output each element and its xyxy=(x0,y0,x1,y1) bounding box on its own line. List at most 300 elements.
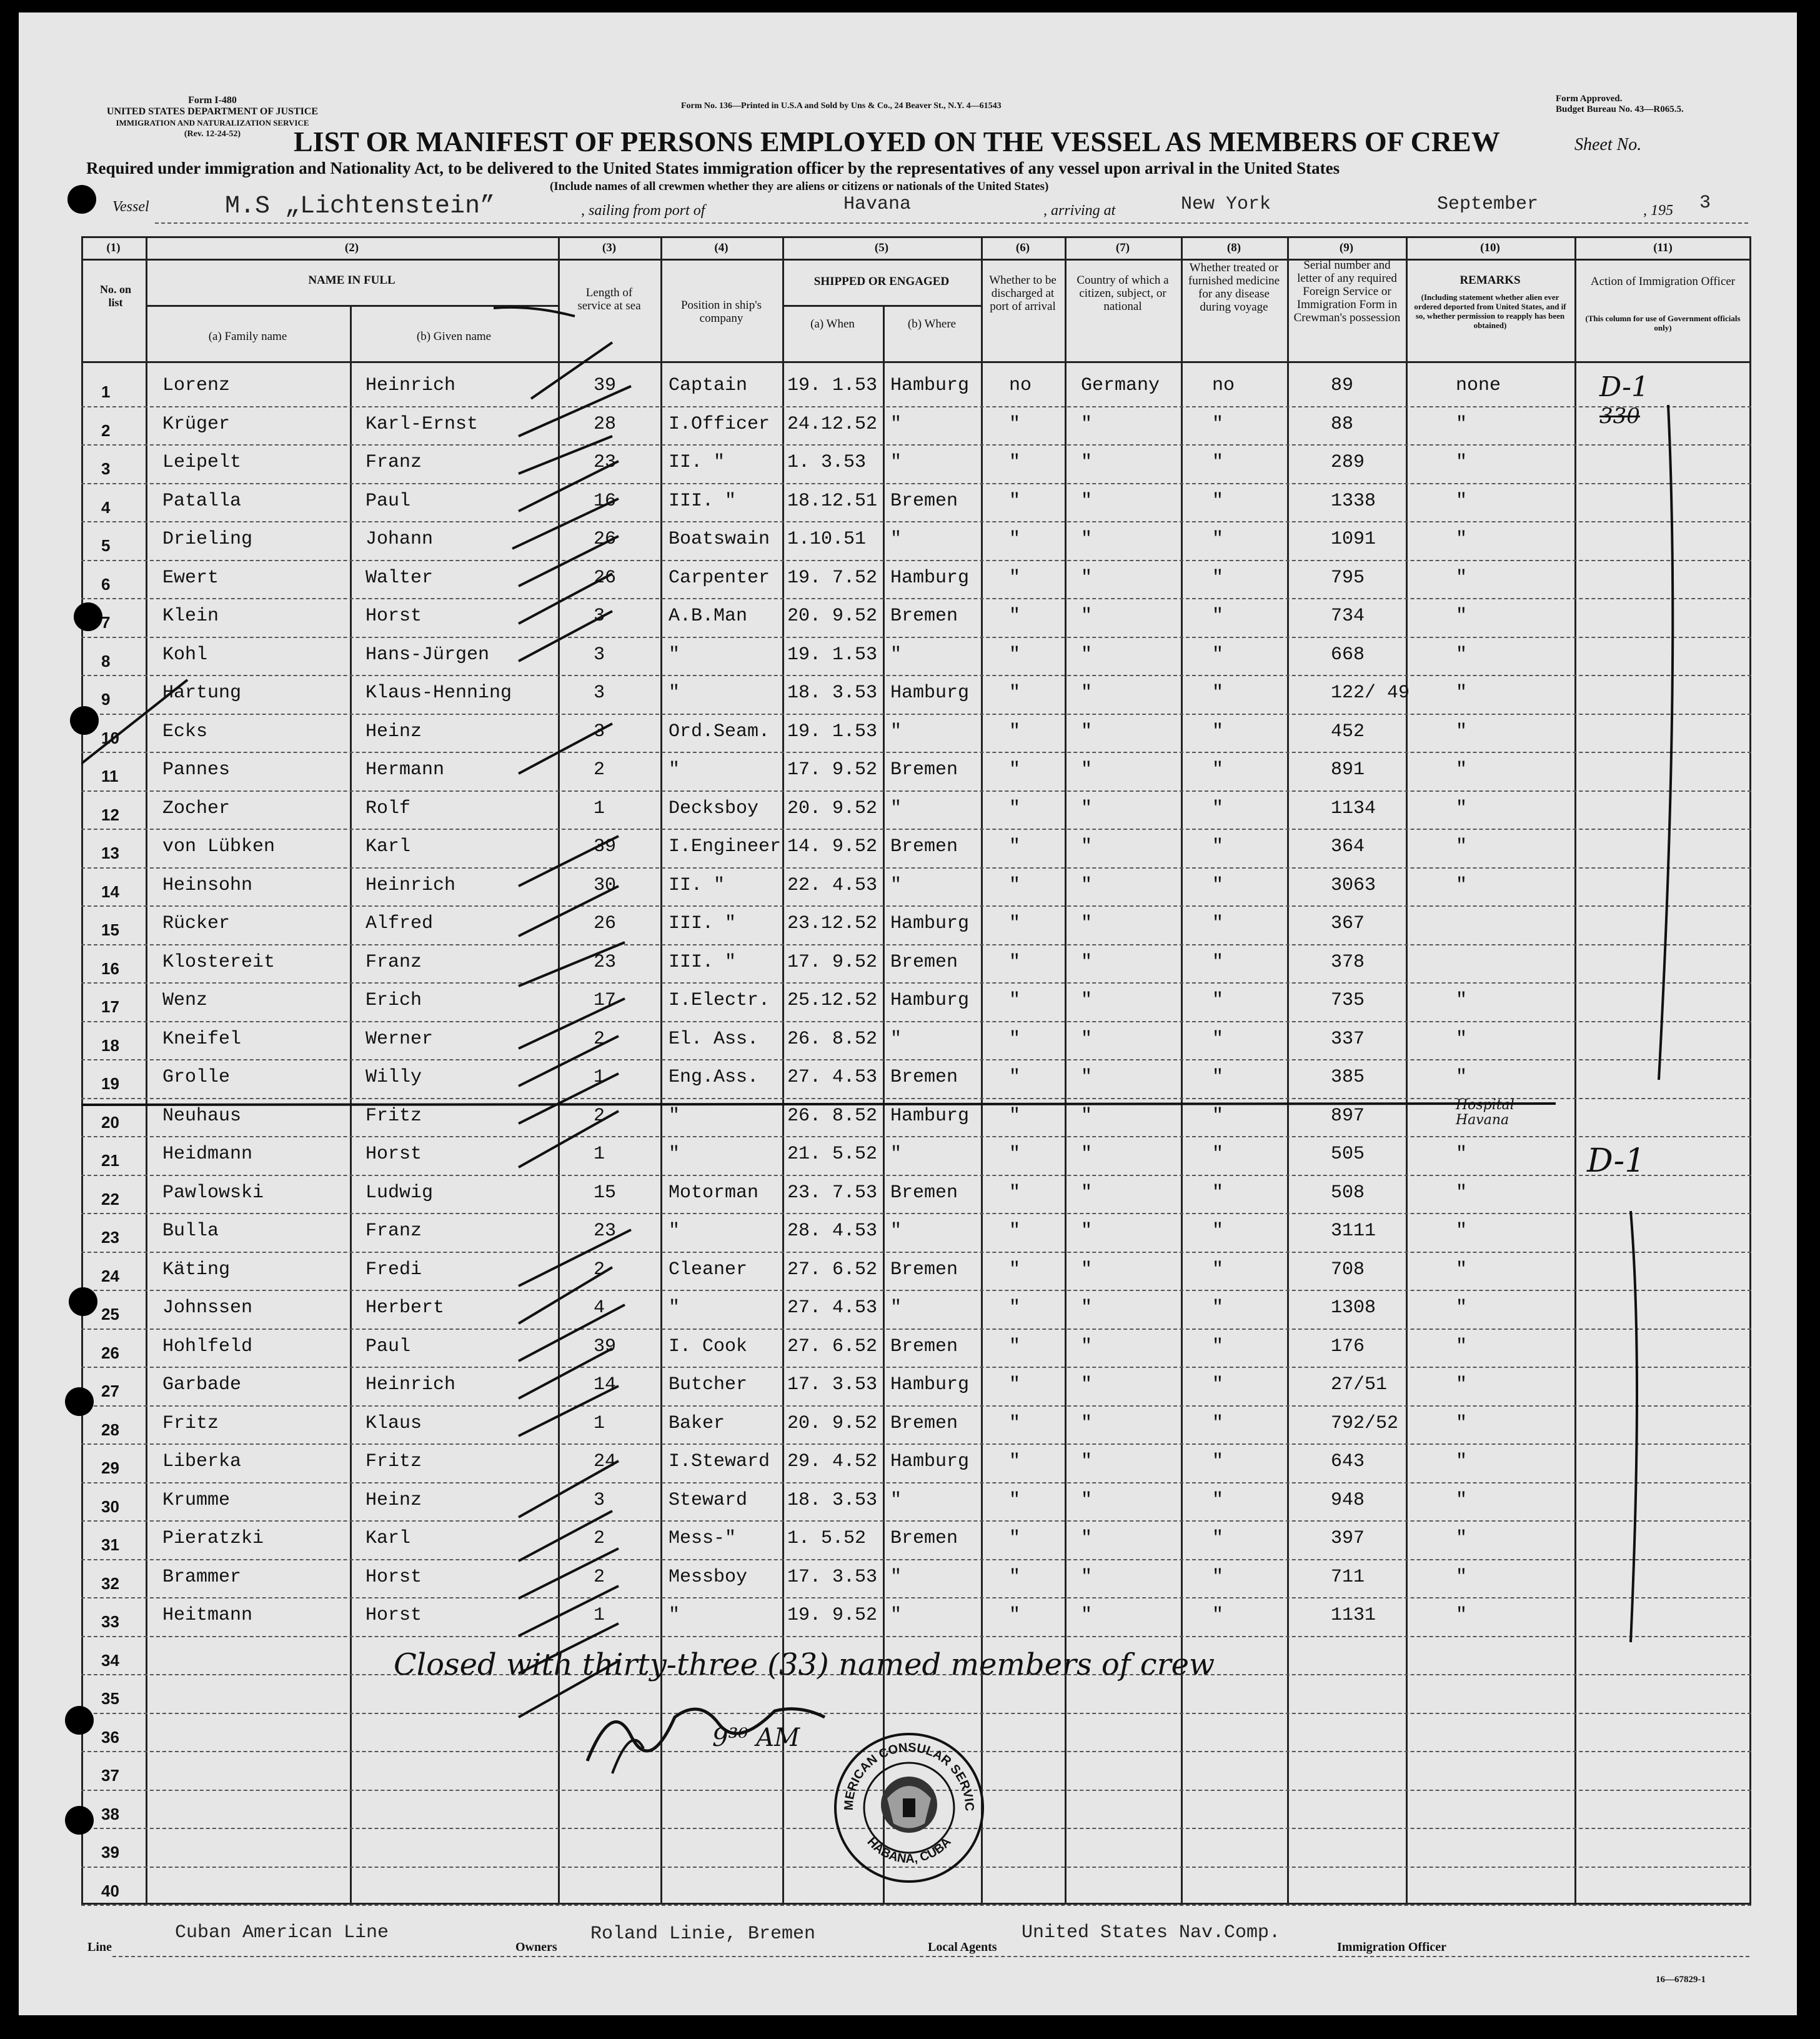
serial-number: 508 xyxy=(1331,1182,1365,1204)
country: " xyxy=(1081,529,1093,550)
remarks: " xyxy=(1456,529,1468,550)
shipped-when: 23.12.52 xyxy=(787,913,878,934)
shipped-when: 27. 6.52 xyxy=(787,1259,878,1280)
serial-number: 378 xyxy=(1331,951,1365,973)
country: " xyxy=(1081,759,1093,780)
medicine-flag: " xyxy=(1212,913,1224,934)
shipped-where: " xyxy=(890,1605,902,1626)
row-number: 22 xyxy=(101,1189,119,1209)
discharge-flag: " xyxy=(1009,1182,1021,1204)
discharge-flag: " xyxy=(1009,1451,1021,1472)
position: I.Electr. xyxy=(669,990,770,1011)
medicine-flag: " xyxy=(1212,1451,1224,1472)
row-number: 8 xyxy=(101,651,111,671)
length-of-service: 24 xyxy=(594,1451,617,1472)
family-name: Heidmann xyxy=(162,1144,253,1165)
tick-marks xyxy=(81,307,1673,1717)
shipped-when: 17. 9.52 xyxy=(787,951,878,973)
row-number: 25 xyxy=(101,1305,119,1324)
remarks: " xyxy=(1456,1220,1468,1242)
country: Germany xyxy=(1081,375,1160,396)
shipped-when: 19. 1.53 xyxy=(787,375,878,396)
tick-mark xyxy=(519,574,612,624)
medicine-flag: " xyxy=(1212,1105,1224,1127)
row-number: 2 xyxy=(101,421,111,440)
col2a-header: (a) Family name xyxy=(208,330,287,343)
medicine-flag: " xyxy=(1212,1067,1224,1088)
remarks: " xyxy=(1456,682,1468,704)
country: " xyxy=(1081,1489,1093,1511)
tick-mark xyxy=(519,886,619,936)
remarks: " xyxy=(1456,1489,1468,1511)
given-name: Karl-Ernst xyxy=(365,413,479,435)
medicine-flag: no xyxy=(1212,375,1235,396)
col5-header: SHIPPED OR ENGAGED xyxy=(813,275,950,288)
remarks: " xyxy=(1456,836,1468,857)
year-prefix: , 195 xyxy=(1643,202,1673,219)
position: III. " xyxy=(669,913,737,934)
country: " xyxy=(1081,836,1093,857)
position: " xyxy=(669,1297,680,1319)
serial-number: 643 xyxy=(1331,1451,1365,1472)
line-name: Cuban American Line xyxy=(175,1922,389,1943)
country: " xyxy=(1081,1182,1093,1204)
row-number: 34 xyxy=(101,1650,119,1670)
remarks: " xyxy=(1456,1335,1468,1357)
col10-note: (Including statement whether alien ever ordered deported from United States, and if so, whether permission to reapply has been obtained) xyxy=(1414,292,1566,330)
serial-number: 897 xyxy=(1331,1105,1365,1127)
row-number: 29 xyxy=(101,1458,119,1477)
serial-number: 88 xyxy=(1331,413,1354,435)
shipped-when: 1.10.51 xyxy=(787,529,867,550)
given-name: Karl xyxy=(365,836,411,857)
form-number: Form I-480 xyxy=(188,95,237,106)
shipped-when: 17. 9.52 xyxy=(787,759,878,780)
country: " xyxy=(1081,797,1093,819)
punch-hole xyxy=(69,1287,97,1316)
page-title: LIST OR MANIFEST OF PERSONS EMPLOYED ON THE VESSEL AS MEMBERS OF CREW xyxy=(294,126,1500,157)
length-of-service: 2 xyxy=(594,1028,605,1050)
row-number: 40 xyxy=(101,1881,119,1900)
shipped-when: 19. 1.53 xyxy=(787,644,878,666)
row-number: 6 xyxy=(101,574,111,594)
tick-mark xyxy=(519,1511,612,1561)
length-of-service: 26 xyxy=(594,913,617,934)
arrival-month: September xyxy=(1437,194,1539,215)
row-number: 35 xyxy=(101,1689,119,1708)
col4-number: (4) xyxy=(714,241,728,254)
tick-mark xyxy=(519,611,612,661)
row-number: 14 xyxy=(101,882,119,901)
medicine-flag: " xyxy=(1212,990,1224,1011)
given-name: Fredi xyxy=(365,1259,422,1280)
shipped-when: 1. 3.53 xyxy=(787,452,867,473)
remarks: " xyxy=(1456,644,1468,666)
given-name: Horst xyxy=(365,606,422,627)
budget-bureau: Budget Bureau No. 43—R065.5. xyxy=(1556,104,1684,114)
length-of-service: 3 xyxy=(594,720,605,742)
col5-number: (5) xyxy=(874,241,889,254)
shipped-when: 18. 3.53 xyxy=(787,1489,878,1511)
remarks: " xyxy=(1456,1412,1468,1434)
length-of-service: 3 xyxy=(594,606,605,627)
shipped-where: Bremen xyxy=(890,1528,958,1549)
footer-rule xyxy=(112,1956,1749,1957)
shipped-where: " xyxy=(890,1489,902,1511)
family-name: Liberka xyxy=(162,1451,242,1472)
discharge-flag: " xyxy=(1009,1489,1021,1511)
col8-header: Whether treated or furnished medicine for any disease during voyage xyxy=(1188,261,1280,314)
family-name: Bulla xyxy=(162,1220,219,1242)
shipped-where: " xyxy=(890,1220,902,1242)
discharge-flag: " xyxy=(1009,1528,1021,1549)
tick-mark xyxy=(519,1074,619,1124)
col9-header: Serial number and letter of any required Foreign Service or Immigration Form in Crewman's possession xyxy=(1293,259,1401,324)
shipped-when: 14. 9.52 xyxy=(787,836,878,857)
shipped-where: Hamburg xyxy=(890,567,970,589)
discharge-flag: " xyxy=(1009,1374,1021,1395)
remarks: " xyxy=(1456,1451,1468,1472)
remarks: " xyxy=(1456,1144,1468,1165)
medicine-flag: " xyxy=(1212,490,1224,512)
row-number: 10 xyxy=(101,728,119,747)
shipped-where: Hamburg xyxy=(890,990,970,1011)
discharge-flag: " xyxy=(1009,1605,1021,1626)
country: " xyxy=(1081,644,1093,666)
col1-header: No. on list xyxy=(99,283,131,309)
remarks: " xyxy=(1456,1566,1468,1588)
row-number: 27 xyxy=(101,1382,119,1400)
family-name: Pieratzki xyxy=(162,1528,264,1549)
length-of-service: 2 xyxy=(594,1105,605,1127)
country: " xyxy=(1081,1566,1093,1588)
position: Motorman xyxy=(669,1182,759,1204)
row-number: 24 xyxy=(101,1266,119,1285)
immigration-officer-label: Immigration Officer xyxy=(1337,1940,1446,1954)
position: " xyxy=(669,1144,680,1165)
remarks: " xyxy=(1456,567,1468,589)
given-name: Franz xyxy=(365,1220,422,1242)
medicine-flag: " xyxy=(1212,720,1224,742)
position: II. " xyxy=(669,452,725,473)
discharge-flag: no xyxy=(1009,375,1032,396)
length-of-service: 39 xyxy=(594,1335,617,1357)
given-name: Karl xyxy=(365,1528,411,1549)
tick-mark xyxy=(531,342,612,399)
shipped-where: " xyxy=(890,1297,902,1319)
given-name: Fritz xyxy=(365,1105,422,1127)
discharge-flag: " xyxy=(1009,836,1021,857)
family-name: Wenz xyxy=(162,990,208,1011)
position: Mess-" xyxy=(669,1528,737,1549)
shipped-where: Bremen xyxy=(890,759,958,780)
discharge-flag: " xyxy=(1009,682,1021,704)
shipped-where: " xyxy=(890,720,902,742)
country: " xyxy=(1081,1528,1093,1549)
port-of-arrival: New York xyxy=(1181,194,1271,215)
col11-number: (11) xyxy=(1653,241,1673,254)
position: Butcher xyxy=(669,1374,748,1395)
length-of-service: 3 xyxy=(594,1489,605,1511)
country: " xyxy=(1081,413,1093,435)
serial-number: 3063 xyxy=(1331,874,1376,896)
position: Steward xyxy=(669,1489,748,1511)
given-name: Heinz xyxy=(365,1489,422,1511)
serial-number: 367 xyxy=(1331,913,1365,934)
position: Eng.Ass. xyxy=(669,1067,759,1088)
shipped-when: 27. 4.53 xyxy=(787,1067,878,1088)
length-of-service: 16 xyxy=(594,490,617,512)
medicine-flag: " xyxy=(1212,1220,1224,1242)
stamp-bottom-text: HABANA, CUBA xyxy=(864,1835,954,1867)
given-name: Willy xyxy=(365,1067,422,1088)
remarks: " xyxy=(1456,874,1468,896)
serial-number: 505 xyxy=(1331,1144,1365,1165)
consular-stamp xyxy=(831,1730,987,1886)
tick-mark xyxy=(519,1461,619,1517)
shipped-where: Bremen xyxy=(890,1412,958,1434)
tick-mark xyxy=(519,1386,619,1436)
length-of-service: 3 xyxy=(594,682,605,704)
shipped-when: 20. 9.52 xyxy=(787,797,878,819)
tick-mark xyxy=(519,1548,619,1598)
family-name: Fritz xyxy=(162,1412,219,1434)
remarks: " xyxy=(1456,1028,1468,1050)
row-number: 1 xyxy=(101,382,111,401)
row-number: 19 xyxy=(101,1074,119,1093)
tick-mark xyxy=(519,942,625,986)
given-name: Johann xyxy=(365,529,434,550)
shipped-where: Hamburg xyxy=(890,375,970,396)
country: " xyxy=(1081,874,1093,896)
strikeout-line xyxy=(81,1104,1556,1105)
discharge-flag: " xyxy=(1009,1297,1021,1319)
discharge-flag: " xyxy=(1009,529,1021,550)
col8-number: (8) xyxy=(1226,241,1241,254)
given-name: Hermann xyxy=(365,759,445,780)
year-digit: 3 xyxy=(1699,192,1711,214)
country: " xyxy=(1081,606,1093,627)
discharge-flag: " xyxy=(1009,490,1021,512)
discharge-flag: " xyxy=(1009,1028,1021,1050)
shipped-where: " xyxy=(890,797,902,819)
remarks: " xyxy=(1456,452,1468,473)
row-number: 30 xyxy=(101,1497,119,1516)
serial-number: 3111 xyxy=(1331,1220,1376,1242)
medicine-flag: " xyxy=(1212,1144,1224,1165)
medicine-flag: " xyxy=(1212,1605,1224,1626)
position: El. Ass. xyxy=(669,1028,759,1050)
serial-number: 364 xyxy=(1331,836,1365,857)
medicine-flag: " xyxy=(1212,682,1224,704)
position: III. " xyxy=(669,490,737,512)
country: " xyxy=(1081,1220,1093,1242)
medicine-flag: " xyxy=(1212,1566,1224,1588)
length-of-service: 1 xyxy=(594,1412,605,1434)
given-name: Klaus-Henning xyxy=(365,682,512,704)
given-name: Horst xyxy=(365,1605,422,1626)
given-name: Herbert xyxy=(365,1297,445,1319)
col9-number: (9) xyxy=(1339,241,1354,254)
family-name: Lorenz xyxy=(162,375,231,396)
shipped-where: " xyxy=(890,1566,902,1588)
shipped-where: Bremen xyxy=(890,836,958,857)
shipped-where: Bremen xyxy=(890,1182,958,1204)
action-mark-d1: D-1 xyxy=(1599,371,1649,403)
shipped-where: Hamburg xyxy=(890,1374,970,1395)
position: Ord.Seam. xyxy=(669,720,770,742)
country: " xyxy=(1081,1297,1093,1319)
country: " xyxy=(1081,720,1093,742)
closing-time: 9³⁰ AM xyxy=(712,1723,800,1752)
vessel-name: M.S „Lichtenstein” xyxy=(225,192,495,221)
medicine-flag: " xyxy=(1212,1489,1224,1511)
length-of-service: 17 xyxy=(594,990,617,1011)
position: " xyxy=(669,1105,680,1127)
shipped-where: " xyxy=(890,874,902,896)
family-name: Krüger xyxy=(162,413,231,435)
position: Messboy xyxy=(669,1566,748,1588)
shipped-when: 17. 3.53 xyxy=(787,1374,878,1395)
tick-mark xyxy=(519,1267,612,1324)
shipped-when: 23. 7.53 xyxy=(787,1182,878,1204)
row-number: 5 xyxy=(101,536,111,555)
country: " xyxy=(1081,990,1093,1011)
position: Baker xyxy=(669,1412,725,1434)
remarks: " xyxy=(1456,1067,1468,1088)
serial-number: 795 xyxy=(1331,567,1365,589)
manifest-page xyxy=(19,12,1797,2015)
family-name: Kohl xyxy=(162,644,208,666)
tick-mark xyxy=(519,836,619,886)
shipped-where: Bremen xyxy=(890,606,958,627)
service-name: IMMIGRATION AND NATURALIZATION SERVICE xyxy=(116,118,309,127)
discharge-flag: " xyxy=(1009,913,1021,934)
given-name: Franz xyxy=(365,452,422,473)
length-of-service: 14 xyxy=(594,1374,617,1395)
shipped-when: 25.12.52 xyxy=(787,990,878,1011)
country: " xyxy=(1081,452,1093,473)
position: Boatswain xyxy=(669,529,770,550)
row-number: 21 xyxy=(101,1151,119,1170)
punch-hole xyxy=(65,1387,94,1416)
arriving-label: , arriving at xyxy=(1043,202,1116,219)
col11-note: (This column for use of Government officials only) xyxy=(1585,314,1741,332)
family-name: Hohlfeld xyxy=(162,1335,253,1357)
length-of-service: 28 xyxy=(594,413,617,435)
remarks: " xyxy=(1456,797,1468,819)
discharge-flag: " xyxy=(1009,644,1021,666)
row-rule xyxy=(81,1905,1751,1906)
family-name: Heinsohn xyxy=(162,874,253,896)
shipped-when: 22. 4.53 xyxy=(787,874,878,896)
remarks: " xyxy=(1456,720,1468,742)
country: " xyxy=(1081,951,1093,973)
remarks: " xyxy=(1456,413,1468,435)
family-name: Hartung xyxy=(162,682,242,704)
medicine-flag: " xyxy=(1212,452,1224,473)
form-header-right xyxy=(1556,94,1684,115)
shipped-where: " xyxy=(890,644,902,666)
punch-hole xyxy=(65,1806,94,1835)
given-name: Fritz xyxy=(365,1451,422,1472)
local-agents-label: Local Agents xyxy=(928,1940,997,1954)
position: III. " xyxy=(669,951,737,973)
sheet-number-label: Sheet No. xyxy=(1574,135,1642,154)
position: Cleaner xyxy=(669,1259,748,1280)
given-name: Heinrich xyxy=(365,375,456,396)
punch-hole xyxy=(70,706,99,735)
shipped-where: Bremen xyxy=(890,951,958,973)
tick-mark xyxy=(519,1349,612,1398)
closing-note: Closed with thirty-three (33) named members of crew xyxy=(394,1647,1215,1682)
officer-signature xyxy=(575,1686,837,1786)
serial-number: 397 xyxy=(1331,1528,1365,1549)
remarks: " xyxy=(1456,990,1468,1011)
col11-header: Action of Immigration Officer xyxy=(1590,275,1736,288)
medicine-flag: " xyxy=(1212,951,1224,973)
shipped-when: 18.12.51 xyxy=(787,490,878,512)
given-name: Heinrich xyxy=(365,1374,456,1395)
medicine-flag: " xyxy=(1212,874,1224,896)
row-number: 16 xyxy=(101,959,119,978)
punch-hole xyxy=(65,1706,94,1735)
action-vertical-line xyxy=(1659,405,1673,1080)
shipped-when: 19. 7.52 xyxy=(787,567,878,589)
col6-number: (6) xyxy=(1015,241,1030,254)
shipped-when: 27. 6.52 xyxy=(787,1335,878,1357)
port-of-departure: Havana xyxy=(843,194,912,215)
discharge-flag: " xyxy=(1009,1566,1021,1588)
shipped-where: Bremen xyxy=(890,1335,958,1357)
shipped-where: Hamburg xyxy=(890,682,970,704)
shipped-when: 20. 9.52 xyxy=(787,1412,878,1434)
length-of-service: 23 xyxy=(594,452,617,473)
length-of-service: 23 xyxy=(594,1220,617,1242)
discharge-flag: " xyxy=(1009,567,1021,589)
row-number: 20 xyxy=(101,1112,119,1132)
serial-number: 122/ 49 xyxy=(1331,682,1410,704)
medicine-flag: " xyxy=(1212,1374,1224,1395)
form-approved: Form Approved. xyxy=(1556,94,1623,104)
remarks: " xyxy=(1456,759,1468,780)
action-vertical-line xyxy=(1631,1211,1637,1642)
position: " xyxy=(669,1220,680,1242)
length-of-service: 2 xyxy=(594,1528,605,1549)
country: " xyxy=(1081,1335,1093,1357)
discharge-flag: " xyxy=(1009,990,1021,1011)
shipped-where: " xyxy=(890,413,902,435)
medicine-flag: " xyxy=(1212,759,1224,780)
department-name: UNITED STATES DEPARTMENT OF JUSTICE xyxy=(106,106,319,117)
col2-header: NAME IN FULL xyxy=(308,274,395,287)
family-name: Klein xyxy=(162,606,219,627)
shipped-where: " xyxy=(890,1028,902,1050)
family-name: von Lübken xyxy=(162,836,276,857)
col5b-header: (b) Where xyxy=(907,317,957,331)
family-name: Krumme xyxy=(162,1489,231,1511)
row-number: 7 xyxy=(101,613,111,632)
family-name: Drieling xyxy=(162,529,253,550)
tick-mark xyxy=(519,436,612,474)
country: " xyxy=(1081,1259,1093,1280)
given-name: Walter xyxy=(365,567,434,589)
medicine-flag: " xyxy=(1212,606,1224,627)
tick-mark xyxy=(519,724,612,774)
tick-mark xyxy=(519,386,631,436)
row-number: 32 xyxy=(101,1573,119,1593)
position: I.Steward xyxy=(669,1451,770,1472)
